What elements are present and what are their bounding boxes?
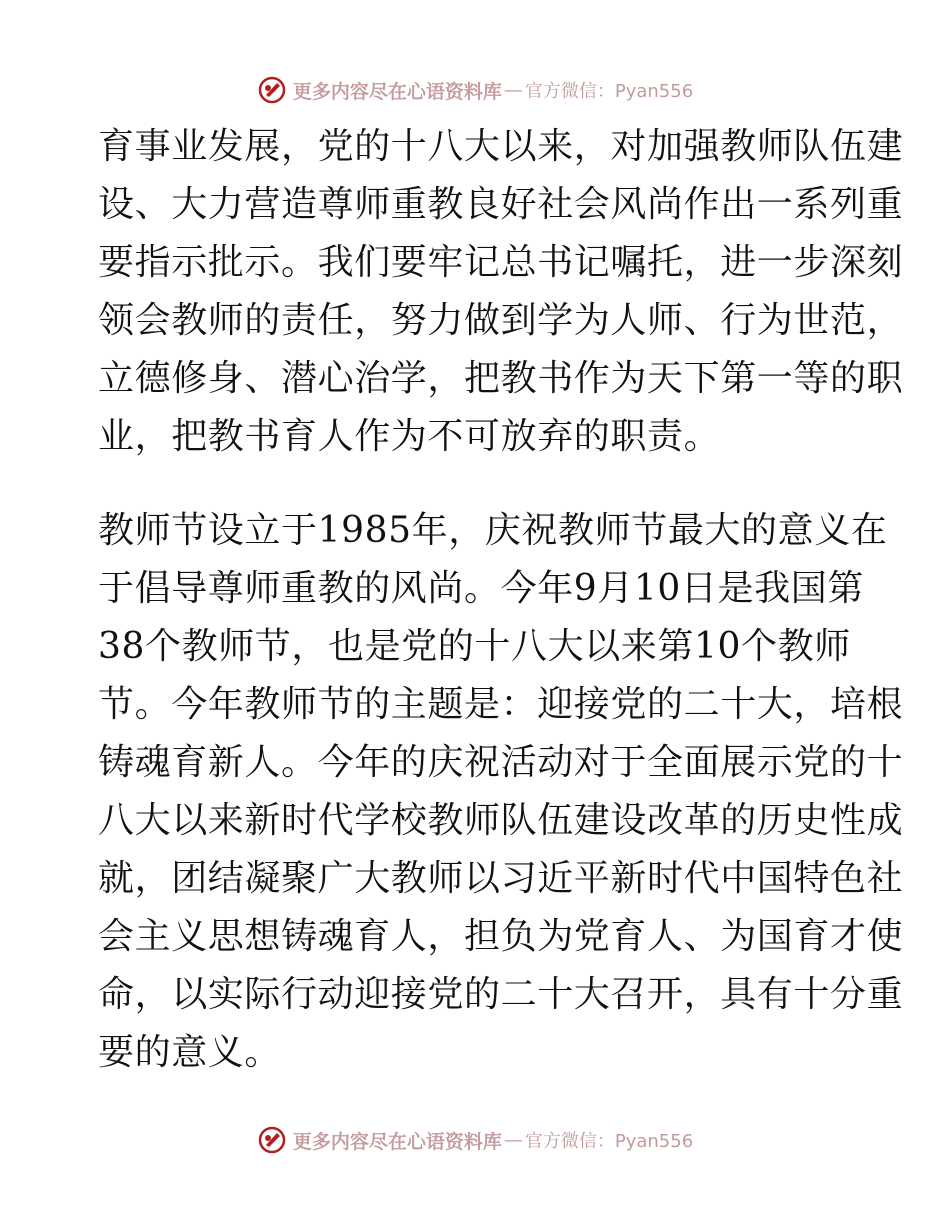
text-line: 要的意义。 — [98, 1032, 282, 1073]
text-line: 节。今年教师节的主题是：迎接党的二十大，培根 — [98, 684, 904, 725]
footer-banner-dash: — — [503, 1129, 523, 1151]
header-banner-text: 更多内容尽在心语资料库 — [292, 80, 502, 103]
text-line: 业，把教书育人作为不可放弃的职责。 — [98, 416, 721, 457]
footer-banner-text: 更多内容尽在心语资料库 — [292, 1130, 502, 1153]
text-line: 设、大力营造尊师重教良好社会风尚作出一系列重 — [98, 184, 904, 225]
header-banner-dash: — — [503, 79, 523, 101]
header-wechat-text: 官方微信：Pyan556 — [524, 81, 694, 102]
text-line: 立德修身、潜心治学，把教书作为天下第一等的职 — [98, 358, 904, 399]
paragraph-gap — [98, 466, 850, 502]
footer-wechat-text: 官方微信：Pyan556 — [524, 1131, 694, 1152]
text-line: 铸魂育新人。今年的庆祝活动对于全面展示党的十 — [98, 742, 904, 783]
text-line: 于倡导尊师重教的风尚。今年9月10日是我国第 — [98, 568, 864, 609]
text-line: 领会教师的责任，努力做到学为人师、行为世范， — [98, 300, 904, 341]
text-line: 育事业发展，党的十八大以来，对加强教师队伍建 — [98, 126, 904, 167]
text-line: 38个教师节，也是党的十八大以来第10个教师 — [98, 626, 851, 667]
document-body — [98, 118, 904, 1082]
paragraph-2 — [98, 502, 904, 1082]
text-line: 八大以来新时代学校教师队伍建设改革的历史性成 — [98, 800, 904, 841]
text-line: 就，团结凝聚广大教师以习近平新时代中国特色社 — [98, 858, 904, 899]
header-banner — [0, 72, 950, 108]
brand-logo-icon — [257, 75, 287, 105]
footer-banner — [0, 1122, 950, 1158]
text-line: 要指示批示。我们要牢记总书记嘱托，进一步深刻 — [98, 242, 904, 283]
brand-logo-icon — [257, 1125, 287, 1155]
text-line: 会主义思想铸魂育人，担负为党育人、为国育才使 — [98, 916, 904, 957]
paragraph-1 — [98, 118, 904, 466]
text-line: 命，以实际行动迎接党的二十大召开，具有十分重 — [98, 974, 904, 1015]
text-line: 教师节设立于1985年，庆祝教师节最大的意义在 — [98, 510, 888, 551]
